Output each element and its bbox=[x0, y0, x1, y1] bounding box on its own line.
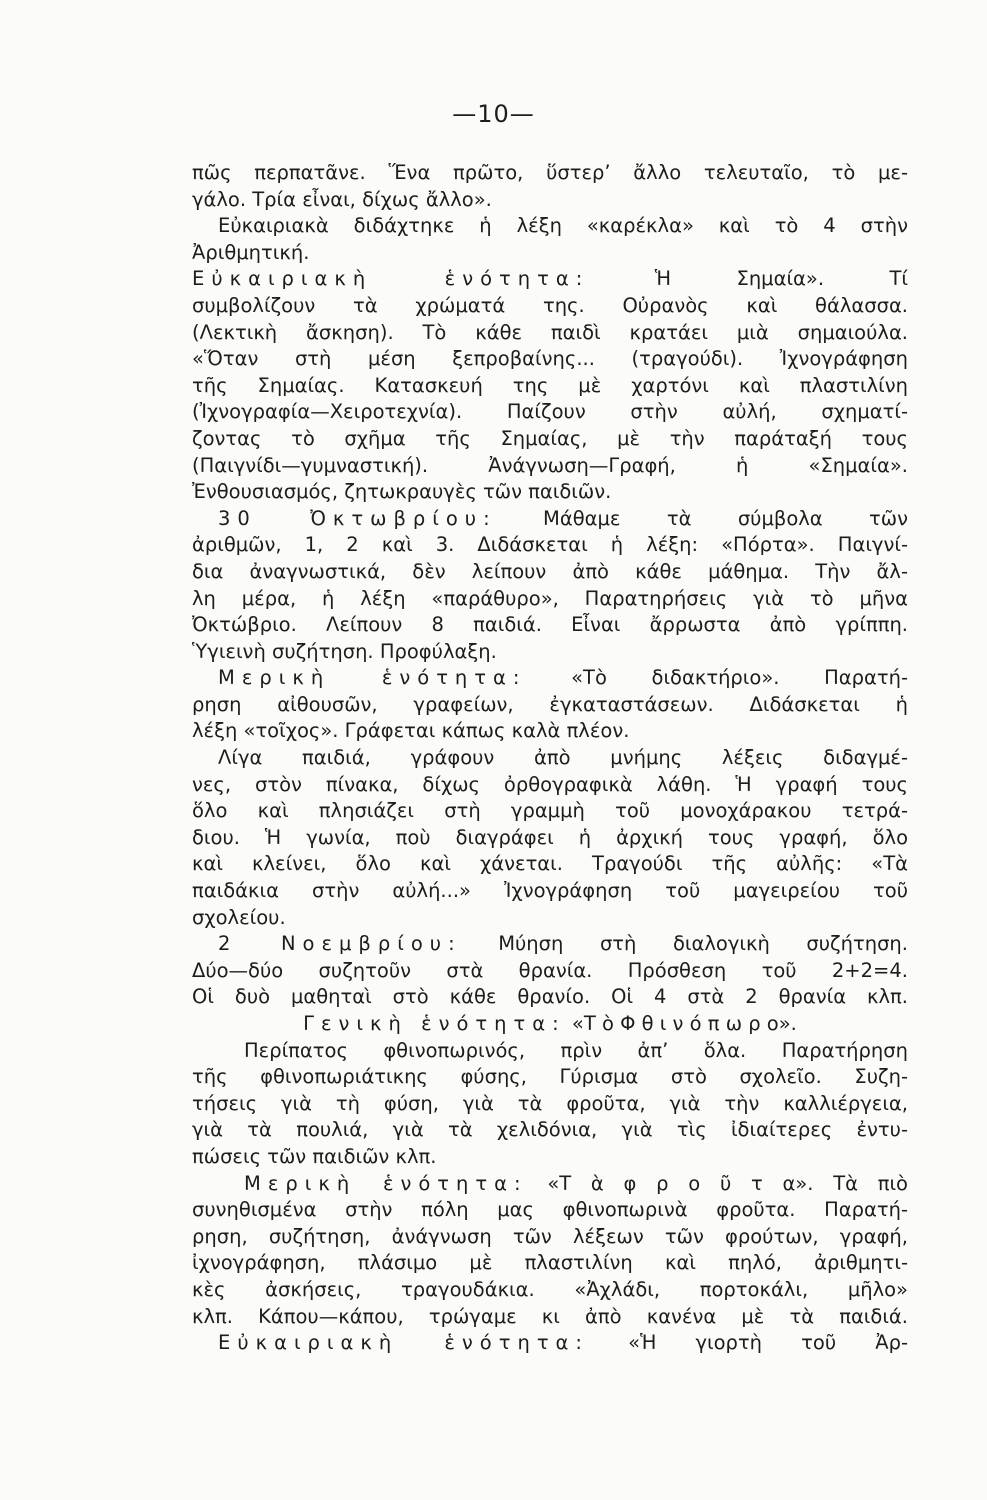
text-line: γιὰ τὰ πουλιά, γιὰ τὰ χελιδόνια, γιὰ τὶς ἰδιαίτερες ἐντυ- bbox=[192, 1118, 908, 1142]
text-line: λη μέρα, ἡ λέξη «παράθυρο», Παρατηρήσεις γιὰ τὸ μῆνα bbox=[192, 586, 908, 610]
text-line bbox=[192, 1330, 908, 1357]
text-line: πῶς περπατᾶνε. Ἕνα πρῶτο, ὕστερ’ ἄλλο τελευταῖο, τὸ με- bbox=[192, 161, 908, 184]
text-line: καὶ κλείνει, ὅλο καὶ χάνεται. Τραγούδι τῆς αὐλῆς: «Τὰ bbox=[192, 852, 908, 876]
text-line: ζοντας τὸ σχῆμα τῆς Σημαίας, μὲ τὴν παράταξή τους bbox=[192, 426, 908, 450]
section-heading: Γενικὴ ἑνότητα: bbox=[303, 1012, 566, 1035]
text-line: Ἀριθμητική. bbox=[192, 240, 310, 264]
section-heading: Εὐκαιριακὴ ἑνότητα: bbox=[218, 1331, 589, 1355]
body-text bbox=[192, 160, 908, 1357]
text-line: παιδάκια στὴν αὐλή...» Ἰχνογράφηση τοῦ μαγειρείου τοῦ bbox=[192, 879, 908, 903]
section-heading: 2 Νοεμβρίου: bbox=[218, 932, 462, 956]
text-line: πώσεις τῶν παιδιῶν κλπ. bbox=[192, 1144, 437, 1168]
text-line: σχολείου. bbox=[192, 905, 286, 929]
text-line: Λίγα παιδιά, γράφουν ἀπὸ μνήμης λέξεις διδαγμέ- bbox=[218, 746, 908, 770]
text-line: συνηθισμένα στὴν πόλη μας φθινοπωρινὰ φροῦτα. Παρατή- bbox=[192, 1198, 908, 1222]
text-span: Ἡ Σημαία». Τί bbox=[654, 267, 908, 291]
page-number: —10— bbox=[452, 100, 535, 128]
text-line bbox=[192, 506, 908, 533]
text-line: κλπ. Κάπου—κάπου, τρώγαμε κι ἀπὸ κανένα μὲ τὰ παιδιά. bbox=[192, 1304, 908, 1328]
text-line: ἀριθμῶν, 1, 2 καὶ 3. Διδάσκεται ἡ λέξη: «Πόρτα». Παιγνί- bbox=[192, 533, 908, 557]
text-line: τήσεις γιὰ τὴ φύση, γιὰ τὰ φροῦτα, γιὰ τὴν καλλιέργεια, bbox=[192, 1091, 908, 1115]
text-line bbox=[192, 1011, 908, 1038]
text-line: (Ἰχνογραφία—Χειροτεχνία). Παίζουν στὴν αὐλή, σχηματί- bbox=[192, 400, 908, 424]
text-line: λέξη «τοῖχος». Γράφεται κάπως καλὰ πλέον. bbox=[192, 719, 630, 743]
text-line: ὅλο καὶ πλησιάζει στὴ γραμμὴ τοῦ μονοχάρακου τετρά- bbox=[192, 799, 908, 823]
section-heading: 30 Ὀκτωβρίου: bbox=[218, 506, 497, 530]
section-heading: Μερικὴ ἑνότητα: bbox=[218, 666, 527, 690]
text-line bbox=[192, 1171, 908, 1198]
text-line: Ὑγιεινὴ συζήτηση. Προφύλαξη. bbox=[192, 639, 497, 663]
text-line bbox=[192, 266, 908, 293]
section-heading: Μερικὴ ἑνότητα: bbox=[244, 1171, 528, 1195]
text-line: νες, στὸν πίνακα, δίχως ὀρθογραφικὰ λάθη. Ἡ γραφή τους bbox=[192, 772, 908, 796]
text-line: γάλο. Τρία εἶναι, δίχως ἄλλο». bbox=[192, 187, 492, 211]
text-line: ἰχνογράφηση, πλάσιμο μὲ πλαστιλίνη καὶ πηλό, ἀριθμητι- bbox=[192, 1251, 908, 1275]
text-line bbox=[192, 931, 908, 958]
text-span: Μάθαμε τὰ σύμβολα τῶν bbox=[543, 506, 908, 530]
text-line: κὲς ἀσκήσεις, τραγουδάκια. «Ἀχλάδι, πορτοκάλι, μῆλο» bbox=[192, 1277, 908, 1301]
text-line: ρηση αἰθουσῶν, γραφείων, ἐγκαταστάσεων. Διδάσκεται ἡ bbox=[192, 692, 908, 716]
text-line: Δύο—δύο συζητοῦν στὰ θρανία. Πρόσθεση τοῦ 2+2=4. bbox=[192, 958, 908, 982]
text-line: Ἐνθουσιασμός, ζητωκραυγὲς τῶν παιδιῶν. bbox=[192, 480, 612, 504]
text-line: τῆς φθινοπωριάτικης φύσης, Γύρισμα στὸ σχολεῖο. Συζη- bbox=[192, 1065, 908, 1089]
text-line: δια ἀναγνωστικά, δὲν λείπουν ἀπὸ κάθε μάθημα. Τὴν ἄλ- bbox=[192, 559, 908, 583]
text-span: Μύηση στὴ διαλογικὴ συζήτηση. bbox=[498, 932, 908, 956]
text-span: «Τ ὰ φ ρ ο ῦ τ α». Τὰ πιὸ bbox=[547, 1171, 908, 1195]
text-line: συμβολίζουν τὰ χρώματά της. Οὐρανὸς καὶ θάλασσα. bbox=[192, 293, 908, 317]
text-line: Οἱ δυὸ μαθηταὶ στὸ κάθε θρανίο. Οἱ 4 στὰ 2 θρανία κλπ. bbox=[192, 985, 908, 1009]
text-span: «Τὸ διδακτήριο». Παρατή- bbox=[571, 666, 908, 690]
text-line: (Λεκτικὴ ἄσκηση). Τὸ κάθε παιδὶ κρατάει μιὰ σημαιούλα. bbox=[192, 320, 908, 344]
text-line: «Ὅταν στὴ μέση ξεπροβαίνης... (τραγούδι). Ἰχνογράφηση bbox=[192, 347, 908, 371]
section-heading: Εὐκαιριακὴ ἑνότητα: bbox=[192, 267, 590, 291]
text-line: τῆς Σημαίας. Κατασκευή της μὲ χαρτόνι καὶ πλαστιλίνη bbox=[192, 373, 908, 397]
text-line: (Παιγνίδι—γυμναστική). Ἀνάγνωση—Γραφή, ἡ «Σημαία». bbox=[192, 453, 908, 477]
text-line: Περίπατος φθινοπωρινός, πρὶν ἀπ’ ὅλα. Παρατήρηση bbox=[244, 1038, 908, 1062]
text-line: ρηση, συζήτηση, ἀνάγνωση τῶν λέξεων τῶν φρούτων, γραφή, bbox=[192, 1224, 908, 1248]
text-line: διου. Ἡ γωνία, ποὺ διαγράφει ἡ ἀρχική τους γραφή, ὅλο bbox=[192, 825, 908, 849]
text-line bbox=[192, 665, 908, 692]
text-span: «Ἡ γιορτὴ τοῦ Ἀρ- bbox=[628, 1331, 908, 1355]
text-line: Εὐκαιριακὰ διδάχτηκε ἡ λέξη «καρέκλα» καὶ τὸ 4 στὴν bbox=[218, 214, 908, 238]
text-span: «Τ ὸ Φ θ ι ν ό π ω ρ ο». bbox=[571, 1012, 797, 1035]
text-line: Ὀκτώβριο. Λείπουν 8 παιδιά. Εἶναι ἄρρωστα ἀπὸ γρίππη. bbox=[192, 613, 908, 637]
